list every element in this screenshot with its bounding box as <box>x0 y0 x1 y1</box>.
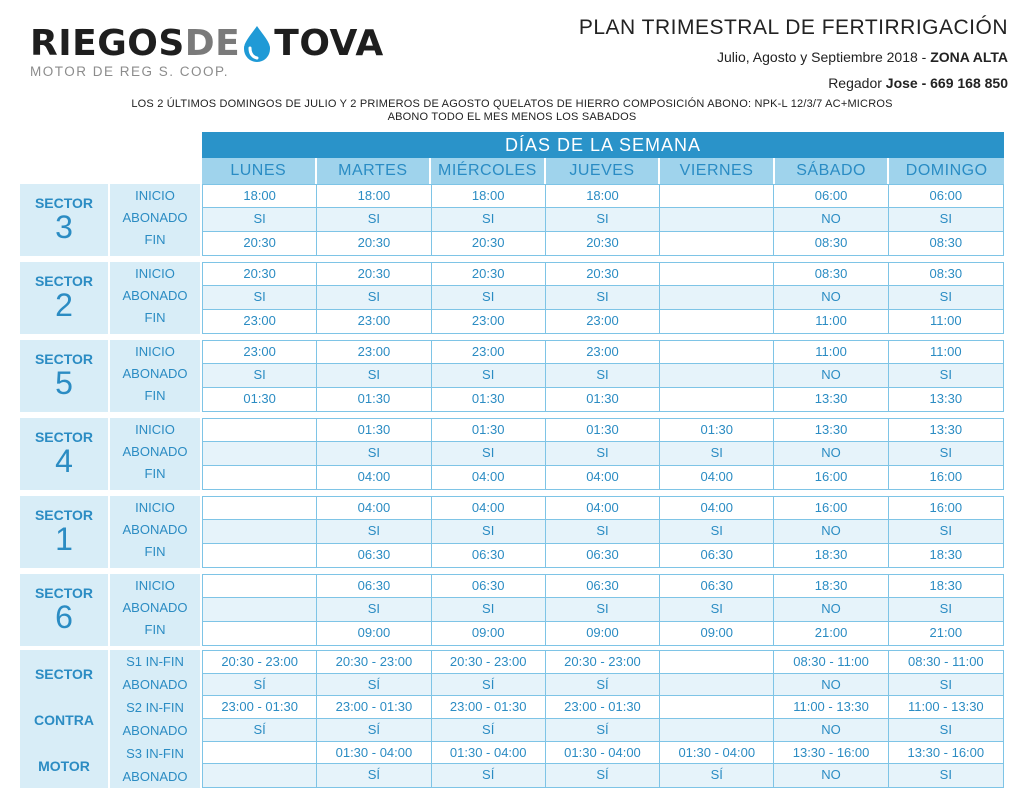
table-cell: 21:00 <box>929 624 963 640</box>
day-names-row <box>202 158 1004 184</box>
regador-line <box>488 74 1008 92</box>
table-cell <box>660 208 774 230</box>
table-cell: 01:30 - 04:00 <box>317 742 431 764</box>
table-cell: 13:30 <box>929 390 963 406</box>
table-cell: 08:30 <box>929 266 963 281</box>
table-cell: 23:00 - 01:30 <box>203 696 317 718</box>
table-cell: SI <box>432 208 546 230</box>
table-cell: SI <box>546 364 660 386</box>
table-cell: SÍ <box>546 719 660 741</box>
table-cell: NO <box>774 442 888 464</box>
table-cell: SI <box>203 208 317 230</box>
table-cell: 18:00 <box>546 185 660 207</box>
table-row <box>203 263 1003 286</box>
table-cell: 06:30 <box>317 575 431 597</box>
water-drop-icon <box>240 24 274 64</box>
note-line-1: LOS 2 ÚLTIMOS DOMINGOS DE JULIO Y 2 PRIMEROS DE AGOSTO QUELATOS DE HIERRO COMPOSICIÓN ABONO: NPK-L 12/3/7 AC+MICROS <box>131 98 893 110</box>
table-row <box>203 575 1003 598</box>
table-row <box>203 651 1003 674</box>
table-row <box>203 764 1003 787</box>
table-row <box>203 719 1003 742</box>
table-cell: 11:00 <box>930 344 962 359</box>
table-cell <box>660 696 774 718</box>
table-cell: SI <box>432 286 546 308</box>
table-cell: SI <box>939 211 952 227</box>
sector-block <box>20 574 1004 646</box>
table-cell: 23:00 <box>546 310 660 333</box>
table-cell: 23:00 <box>317 341 431 363</box>
row-label: FIN <box>144 544 166 559</box>
row-label: INICIO <box>135 344 175 359</box>
table-row <box>203 598 1003 621</box>
table-cell: 23:00 - 01:30 <box>317 696 431 718</box>
row-label: ABONADO <box>122 288 188 303</box>
table-cell: 01:30 <box>317 388 431 411</box>
table-cell <box>660 310 774 333</box>
table-cell: 11:00 <box>774 310 888 333</box>
table-cell: 20:30 <box>432 232 546 255</box>
table-cell: 01:30 <box>432 388 546 411</box>
table-cell: 11:00 - 13:30 <box>774 696 888 718</box>
table-cell: 16:00 <box>774 497 888 519</box>
sector-label <box>20 262 108 334</box>
row-label: FIN <box>144 622 166 637</box>
table-cell: SÍ <box>432 674 546 696</box>
logo-name-part1: RIEGOS <box>30 23 185 64</box>
sector-word: SECTOR <box>34 273 94 289</box>
note-line-2: ABONO TODO EL MES MENOS LOS SABADOS <box>387 111 637 123</box>
day-header-martes: MARTES <box>317 158 432 184</box>
row-label: INICIO <box>135 422 175 437</box>
table-cell: SÍ <box>432 719 546 741</box>
schedule-grid <box>202 262 1004 334</box>
table-row <box>203 208 1003 231</box>
contra-motor-row-label: ABONADO <box>122 769 188 784</box>
table-cell: 11:00 - 13:30 <box>908 699 984 715</box>
table-cell <box>203 764 317 787</box>
row-label: INICIO <box>135 188 175 203</box>
table-cell: 20:30 <box>203 263 317 285</box>
sector-block <box>20 184 1004 256</box>
table-cell: 23:00 <box>203 310 317 333</box>
table-cell: SI <box>432 598 546 620</box>
table-cell: 23:00 <box>203 341 317 363</box>
row-label: FIN <box>144 466 166 481</box>
days-of-week-header: DÍAS DE LA SEMANA <box>202 132 1004 158</box>
logo-name-part3: TOVA <box>274 23 384 64</box>
table-cell: NO <box>774 719 888 741</box>
table-row <box>203 544 1003 567</box>
table-cell <box>660 286 774 308</box>
table-cell: 18:30 <box>774 575 888 597</box>
table-cell: SI <box>432 364 546 386</box>
table-cell: 20:30 - 23:00 <box>546 651 660 673</box>
table-cell: 06:30 <box>432 575 546 597</box>
row-label: INICIO <box>135 578 175 593</box>
table-cell: 06:30 <box>432 544 546 567</box>
table-cell: 16:00 <box>929 500 963 515</box>
table-cell: SI <box>317 208 431 230</box>
row-label: ABONADO <box>122 210 188 225</box>
contra-motor-word-motor: MOTOR <box>38 758 90 774</box>
table-cell: SI <box>432 442 546 464</box>
schedule-grid <box>202 184 1004 256</box>
sector-block <box>20 262 1004 334</box>
contra-motor-grid <box>202 650 1004 788</box>
table-cell: 16:00 <box>929 468 963 484</box>
sector-number: 3 <box>55 209 73 245</box>
table-cell: 23:00 <box>546 341 660 363</box>
sector-word: SECTOR <box>34 351 94 367</box>
table-row <box>203 185 1003 208</box>
contra-motor-row-labels <box>110 650 200 788</box>
table-cell: 20:30 - 23:00 <box>432 651 546 673</box>
table-cell: 04:00 <box>660 466 774 489</box>
table-cell: 06:00 <box>774 185 888 207</box>
row-label: FIN <box>144 232 166 247</box>
table-cell: SI <box>546 208 660 230</box>
period-text: Julio, Agosto y Septiembre 2018 - <box>717 49 931 65</box>
sector-number: 2 <box>55 287 73 323</box>
table-cell: 20:30 - 23:00 <box>203 651 317 673</box>
table-cell: 23:00 - 01:30 <box>546 696 660 718</box>
table-cell: 09:00 <box>432 622 546 645</box>
table-cell: 09:00 <box>317 622 431 645</box>
table-cell: 18:30 <box>929 578 963 593</box>
sector-number: 6 <box>55 599 73 635</box>
table-cell: 06:30 <box>660 575 774 597</box>
row-label: FIN <box>144 388 166 403</box>
sector-word: SECTOR <box>34 429 94 445</box>
table-row <box>203 497 1003 520</box>
table-cell: 01:30 - 04:00 <box>660 742 774 764</box>
table-cell <box>203 742 317 764</box>
table-row <box>203 388 1003 411</box>
table-row <box>203 674 1003 697</box>
table-cell: 01:30 <box>203 388 317 411</box>
table-cell <box>203 497 317 519</box>
table-cell: SI <box>939 445 952 461</box>
table-cell: NO <box>774 286 888 308</box>
table-cell: 20:30 <box>432 263 546 285</box>
table-cell: 13:30 <box>929 422 963 437</box>
table-cell: 11:00 <box>774 341 888 363</box>
row-labels <box>110 496 200 568</box>
contra-motor-word-contra: CONTRA <box>34 712 94 728</box>
table-cell: 04:00 <box>660 497 774 519</box>
table-cell: 18:00 <box>317 185 431 207</box>
row-label: ABONADO <box>122 600 188 615</box>
table-cell: 23:00 <box>432 310 546 333</box>
table-cell: SI <box>939 676 952 692</box>
day-header-miercoles: MIÉRCOLES <box>431 158 546 184</box>
table-row <box>203 696 1003 719</box>
table-cell: SÍ <box>317 674 431 696</box>
table-cell: SÍ <box>203 674 317 696</box>
sector-label <box>20 496 108 568</box>
sector-block <box>20 496 1004 568</box>
table-cell: 01:30 <box>660 419 774 441</box>
table-cell <box>203 622 317 645</box>
table-cell: SI <box>317 364 431 386</box>
table-cell <box>660 719 774 741</box>
table-cell <box>203 598 317 620</box>
table-cell: 20:30 <box>317 232 431 255</box>
logo-subtitle: MOTOR DE REG S. COOP. <box>30 64 230 79</box>
table-cell: SI <box>660 520 774 542</box>
table-cell: 18:00 <box>203 185 317 207</box>
row-label: FIN <box>144 310 166 325</box>
table-cell <box>660 651 774 673</box>
contra-motor-row-label: S3 IN-FIN <box>126 746 184 761</box>
row-label: ABONADO <box>122 444 188 459</box>
table-cell: 01:30 <box>432 419 546 441</box>
day-header-domingo: DOMINGO <box>889 158 1004 184</box>
schedule-grid <box>202 574 1004 646</box>
table-cell: SI <box>939 523 952 539</box>
table-cell: 04:00 <box>546 497 660 519</box>
company-logo <box>30 18 384 80</box>
row-labels <box>110 340 200 412</box>
table-cell: 20:30 <box>203 232 317 255</box>
table-cell: 08:30 <box>929 234 963 250</box>
row-label: INICIO <box>135 500 175 515</box>
sector-number: 1 <box>55 521 73 557</box>
page-title: PLAN TRIMESTRAL DE FERTIRRIGACIÓN <box>578 16 1008 39</box>
table-row <box>203 232 1003 255</box>
table-cell: 23:00 <box>432 341 546 363</box>
table-cell: SI <box>546 520 660 542</box>
row-labels <box>110 574 200 646</box>
table-cell <box>660 364 774 386</box>
sector-word: SECTOR <box>34 585 94 601</box>
sector-label <box>20 340 108 412</box>
table-cell: NO <box>774 520 888 542</box>
contra-motor-row-label: ABONADO <box>122 677 188 692</box>
table-cell <box>203 544 317 567</box>
table-cell: 08:30 <box>774 232 888 255</box>
table-cell: SI <box>317 442 431 464</box>
table-cell <box>203 466 317 489</box>
table-row <box>203 466 1003 489</box>
table-cell: 04:00 <box>317 466 431 489</box>
table-cell: 13:30 - 16:00 <box>907 744 985 760</box>
row-label: ABONADO <box>122 366 188 381</box>
table-cell: 06:30 <box>546 544 660 567</box>
table-cell: 23:00 - 01:30 <box>432 696 546 718</box>
table-cell: 04:00 <box>317 497 431 519</box>
table-cell: 11:00 <box>930 312 962 328</box>
table-cell: 06:30 <box>546 575 660 597</box>
table-cell: SI <box>939 767 952 783</box>
table-cell: 23:00 <box>317 310 431 333</box>
table-cell: 04:00 <box>432 497 546 519</box>
table-cell: 08:30 - 11:00 <box>774 651 888 673</box>
table-row <box>203 742 1003 765</box>
table-cell: SI <box>317 598 431 620</box>
table-cell: 04:00 <box>432 466 546 489</box>
table-cell: 13:30 <box>774 419 888 441</box>
day-header-lunes: LUNES <box>202 158 317 184</box>
table-cell: NO <box>774 598 888 620</box>
sector-block <box>20 418 1004 490</box>
row-label: ABONADO <box>122 522 188 537</box>
schedule-grid <box>202 496 1004 568</box>
table-cell: 21:00 <box>774 622 888 645</box>
table-cell: 20:30 <box>546 263 660 285</box>
table-cell: 18:00 <box>432 185 546 207</box>
table-cell: SI <box>432 520 546 542</box>
table-cell <box>660 674 774 696</box>
table-cell: 06:00 <box>929 188 963 203</box>
table-cell: NO <box>774 764 888 787</box>
table-cell: 08:30 - 11:00 <box>908 654 984 669</box>
table-cell: 06:30 <box>317 544 431 567</box>
sector-block <box>20 340 1004 412</box>
table-cell: SI <box>939 367 952 383</box>
logo-name <box>30 24 384 64</box>
table-cell: 18:30 <box>929 546 963 562</box>
table-cell <box>203 442 317 464</box>
sector-number: 4 <box>55 443 73 479</box>
logo-name-part2: DE <box>184 23 241 64</box>
row-labels <box>110 262 200 334</box>
sector-word: SECTOR <box>34 507 94 523</box>
table-cell: SI <box>546 286 660 308</box>
table-cell: 08:30 <box>774 263 888 285</box>
table-cell: SI <box>317 520 431 542</box>
zone-text: ZONA ALTA <box>930 49 1008 65</box>
contra-motor-labels <box>20 650 108 788</box>
table-cell: SI <box>939 601 952 617</box>
table-cell: SI <box>546 598 660 620</box>
table-cell: SI <box>660 442 774 464</box>
table-cell: 20:30 <box>546 232 660 255</box>
table-row <box>203 520 1003 543</box>
table-cell: 04:00 <box>546 466 660 489</box>
table-row <box>203 310 1003 333</box>
contra-motor-row-label: ABONADO <box>122 723 188 738</box>
sector-label <box>20 418 108 490</box>
table-cell <box>660 232 774 255</box>
table-cell <box>660 263 774 285</box>
composition-note <box>0 98 1024 124</box>
table-cell: SÍ <box>317 764 431 787</box>
table-cell: 06:30 <box>660 544 774 567</box>
contra-motor-block <box>20 650 1004 788</box>
row-labels <box>110 184 200 256</box>
table-cell: SI <box>660 598 774 620</box>
title-block <box>488 14 1008 92</box>
table-cell: SÍ <box>546 674 660 696</box>
table-cell: 01:30 <box>546 419 660 441</box>
table-cell: 01:30 - 04:00 <box>546 742 660 764</box>
table-row <box>203 341 1003 364</box>
table-cell <box>203 575 317 597</box>
contra-motor-row-label: S1 IN-FIN <box>126 654 184 669</box>
table-cell: SI <box>939 289 952 305</box>
row-label: INICIO <box>135 266 175 281</box>
table-cell <box>203 419 317 441</box>
sector-word: SECTOR <box>34 195 94 211</box>
table-cell <box>660 341 774 363</box>
table-cell: SI <box>203 286 317 308</box>
contra-motor-row-label: S2 IN-FIN <box>126 700 184 715</box>
table-cell: 20:30 - 23:00 <box>317 651 431 673</box>
day-header-viernes: VIERNES <box>660 158 775 184</box>
table-cell: NO <box>774 674 888 696</box>
table-cell: SI <box>203 364 317 386</box>
table-cell: 01:30 - 04:00 <box>432 742 546 764</box>
table-cell: SI <box>939 721 952 737</box>
table-cell: 09:00 <box>546 622 660 645</box>
table-row <box>203 364 1003 387</box>
period-line <box>488 48 1008 66</box>
table-cell: NO <box>774 364 888 386</box>
regador-label: Regador <box>828 75 886 91</box>
table-cell <box>660 388 774 411</box>
sector-number: 5 <box>55 365 73 401</box>
table-row <box>203 419 1003 442</box>
table-cell: 01:30 <box>317 419 431 441</box>
table-cell: 01:30 <box>546 388 660 411</box>
table-cell: SÍ <box>203 719 317 741</box>
table-cell: 18:30 <box>774 544 888 567</box>
table-cell: 13:30 <box>774 388 888 411</box>
row-labels <box>110 418 200 490</box>
table-row <box>203 442 1003 465</box>
schedule-grid <box>202 340 1004 412</box>
table-row <box>203 622 1003 645</box>
table-cell: 13:30 - 16:00 <box>774 742 888 764</box>
contra-motor-word-sector: SECTOR <box>34 666 94 682</box>
table-cell: SI <box>546 442 660 464</box>
table-cell <box>203 520 317 542</box>
schedule-grid <box>202 418 1004 490</box>
table-cell: 09:00 <box>660 622 774 645</box>
regador-name: Jose - 669 168 850 <box>885 75 1008 91</box>
table-row <box>203 286 1003 309</box>
table-cell: 16:00 <box>774 466 888 489</box>
table-cell: SI <box>317 286 431 308</box>
day-header-jueves: JUEVES <box>546 158 661 184</box>
sector-label <box>20 184 108 256</box>
table-cell: SÍ <box>432 764 546 787</box>
sector-label <box>20 574 108 646</box>
table-cell: 20:30 <box>317 263 431 285</box>
table-cell <box>660 185 774 207</box>
table-cell: NO <box>774 208 888 230</box>
table-cell: SÍ <box>317 719 431 741</box>
table-cell: SÍ <box>546 764 660 787</box>
table-cell: SÍ <box>660 764 774 787</box>
day-header-sabado: SÁBADO <box>775 158 890 184</box>
